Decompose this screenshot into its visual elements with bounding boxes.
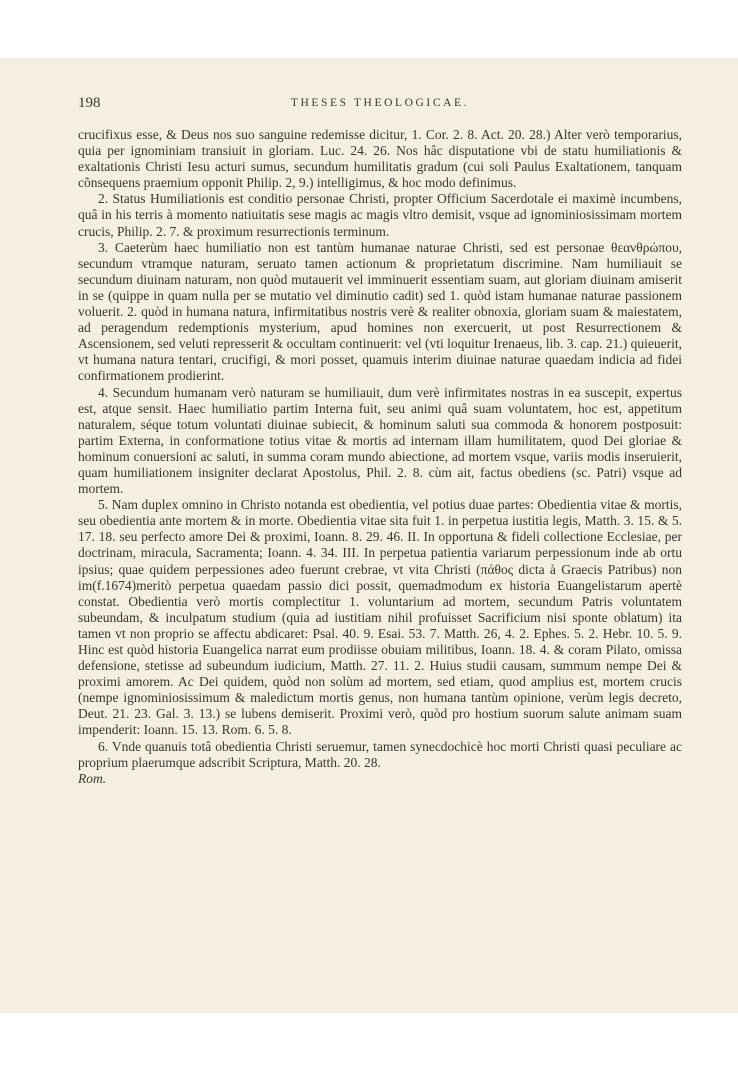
paragraph-5: 5. Nam duplex omnino in Christo notanda est obedientia, vel potius duae partes: Obedientia vitae & mortis, seu obedientia ante mortem & in morte. Obedientia vitae sita fuit 1. in perpetua iustitia legis, Matth. 3. 15. & 5. 17. 18. seu perfecto amore Dei & proximi, Ioann. 8. 29. 46. II. In opportuna & fideli collectione Ecclesiae, per doctrinam, miracula, Sacramenta; Ioann. 4. 34. III. In perpetua patientia variarum perpessionum inde ab ortu ipsius; quae quidem perpessiones adeo fuerunt crebrae, vt vita Christi (πάθος dicta à Graecis Patribus) non im(f.1674)meritò perpetua quaedam passio dici possit, quemadmodum ex historia Euangelistarum apertè constat. Obedientia verò mortis complectitur 1. voluntarium ad mortem, secundum Patris voluntatem subeundam, & inculpatum studium (quia ad iustitiam nihil profuisset Sacrificium nisi sponte oblatum) ita tamen vt non proprio se affectu abdicaret: Psal. 40. 9. Esai. 53. 7. Matth. 26, 4. 2. Ephes. 5. 2. Hebr. 10. 5. 9. Hinc est quòd historia Euangelica narrat eum prodiisse obuiam militibus, Ioann. 18. 4. & coram Pilato, omissa defensione, stetisse ad subeundum iudicium, Matth. 27. 11. 2. Huius studii causam, summum nempe Dei & proximi amorem. Ac Dei quidem, quòd non solùm ad mortem, sed etiam, quod amplius est, mortem crucis (nempe ignominiosissimum & maledictum mortis genus, non humana tantùm opinione, verùm legis decreto, Deut. 21. 23. Gal. 3. 13.) se lubens demiserit. Proximi verò, quòd pro hostium suorum salute animam suam impenderit: Ioann. 15. 13. Rom. 6. 5. 8. xyxy=(78,497,682,738)
paragraph-continuation: crucifixus esse, & Deus nos suo sanguine redemisse dicitur, 1. Cor. 2. 8. Act. 20. 28.) Alter verò temporarius, quia per ignominiam transiuit in gloriam. Luc. 24. 26. Nos hâc disputatione vbi de statu humiliationis & exaltationis Christi Iesu acturi sumus, secundum humilitatis gradum (cui soli Paulus Exaltationem, tanquam cõnsequens praemium opponit Philip. 2, 9.) intelligimus, & hoc modo definimus. xyxy=(78,127,682,191)
page-header xyxy=(78,95,682,115)
catchword: Rom. xyxy=(78,770,107,786)
paragraph-2: 2. Status Humiliationis est conditio personae Christi, propter Officium Sacerdotale ei maximè incumbens, quâ in his terris à momento natiuitatis sese magis ac magis vltro demisit, vsque ad ignominiosissimam mortem crucis, Philip. 2. 7. & proximum resurrectionis terminum. xyxy=(78,191,682,239)
body-text xyxy=(78,127,682,787)
paragraph-3: 3. Caeterùm haec humiliatio non est tantùm humanae naturae Christi, sed est personae θεανθρώπου, secundum vtramque naturam, seruato tamen actionum & proprietatum discrimine. Nam humiliauit se secundum diuinam naturam, non quòd mutauerit vel imminuerit essentiam suam, aut gloriam diuinam amiserit in se (quippe in quam nulla per se mutatio vel diminutio cadit) sed 1. quòd istam humanae naturae passionem voluerit. 2. quòd in humana natura, infirmitatibus nostris verè & realiter obnoxia, gloriam suam & maiestatem, ad peragendum redemptionis mysterium, apud homines non exercuerit, ut post Resurrectionem & Ascensionem, sed veluti represserit & occultam continuerit: vel (vti loquitur Irenaeus, lib. 3. cap. 21.) quieuerit, vt humana natura tentari, crucifigi, & mori posset, quamuis interim diuinae naturae quaedam indicia ad fidei confirmationem prodierint. xyxy=(78,239,682,384)
paragraph-4: 4. Secundum humanam verò naturam se humiliauit, dum verè infirmitates nostras in ea suscepit, expertus est, atque sensit. Haec humiliatio partim Interna fuit, seu animi quâ suam voluntatem, hoc est, appetitum naturalem, séque totum voluntati diuinae subiecit, & hominum saluti sua commoda & honorem postposuit: partim Externa, in conformatione totius vitae & mortis ad internam illam humilitatem, quod Dei gloriae & hominum conuersioni ac saluti, in summa coram mundo abiectione, ad mortem vsque, variis modis inseruierit, quam humiliationem insigniter declarat Apostolus, Phil. 2. 8. cùm ait, factus obediens (sc. Patri) vsque ad mortem. xyxy=(78,384,682,497)
paragraph-6: 6. Vnde quanuis totâ obedientia Christi seruemur, tamen synecdochicè hoc morti Christi quasi peculiare ac proprium plaerumque adscribit Scriptura, Matth. 20. 28. xyxy=(78,738,682,770)
book-page xyxy=(0,58,738,1013)
running-title: THESES THEOLOGICAE. xyxy=(290,97,470,109)
page-number: 198 xyxy=(78,95,101,111)
